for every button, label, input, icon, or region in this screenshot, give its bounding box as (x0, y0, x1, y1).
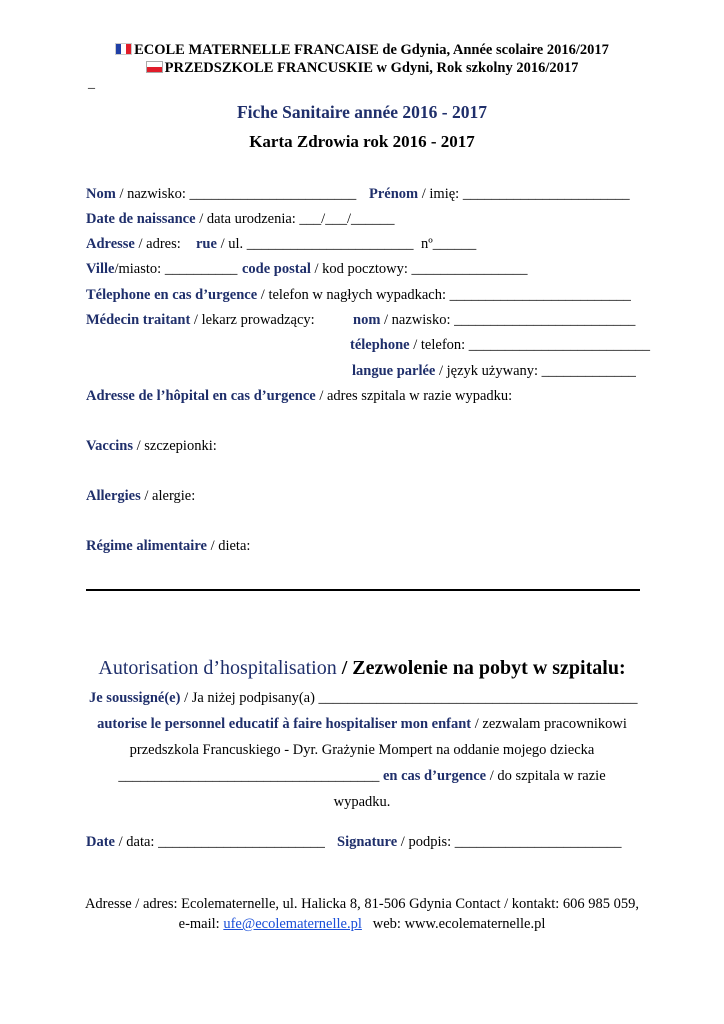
auth-urgence-pl: / do szpitala w razie (486, 768, 606, 784)
field-rue-label: rue (196, 236, 217, 252)
field-medecin-label: Médecin traitant (86, 312, 191, 328)
field-vaccins[interactable] (86, 438, 217, 455)
field-ville-label: Ville (86, 261, 115, 277)
field-rue[interactable] (196, 236, 414, 253)
field-dob-label: Date de naissance (86, 211, 196, 227)
title-pl: Karta Zdrowia rok 2016 - 2017 (249, 132, 475, 151)
field-nom-line: / nazwisko: _______________________ (115, 186, 357, 202)
auth-urgence-fr: en cas d’urgence (382, 768, 487, 784)
footer-web: web: www.ecolematernelle.pl (372, 916, 546, 932)
field-med-nom-line: / nazwisko: _________________________ (380, 312, 636, 328)
auth-aut-fr: autorise le personnel educatif à faire hospitaliser mon enfant (97, 716, 472, 732)
field-medecin (86, 312, 315, 329)
header-school-pl: PRZEDSZKOLE FRANCUSKIE w Gdyni, Rok szkolny 2016/2017 (164, 60, 579, 76)
field-cp-label: code postal (242, 261, 311, 277)
field-diet-label: Régime alimentaire (86, 538, 207, 554)
auth-blank: ____________________________________ (118, 768, 380, 784)
footer-email-prefix: e-mail: (178, 916, 224, 932)
auth-date-label: Date (86, 834, 115, 850)
field-date-naissance[interactable] (86, 211, 395, 228)
section-divider (86, 589, 640, 591)
field-allerg-pl: / alergie: (140, 488, 196, 504)
field-numero[interactable]: nº______ (421, 236, 477, 252)
field-cp-line: / kod pocztowy: ________________ (310, 261, 528, 277)
field-nom[interactable] (86, 186, 356, 203)
auth-line-5: wypadku. (333, 794, 391, 810)
field-prenom-label: Prénom (369, 186, 419, 202)
field-nom-label: Nom (86, 186, 116, 202)
field-code-postal[interactable] (242, 261, 528, 278)
field-hopital[interactable] (86, 388, 512, 405)
header-school-fr: ECOLE MATERNELLE FRANCAISE de Gdynia, Année scolaire 2016/2017 (134, 42, 609, 58)
flag-poland-icon (146, 61, 163, 73)
field-dob-line: / data urodzenia: ___/___/______ (195, 211, 395, 227)
field-adresse-pl: / adres: (134, 236, 181, 252)
footer-email-link[interactable]: ufe@ecolematernelle.pl (223, 916, 362, 932)
field-rue-line: / ul. _______________________ (216, 236, 414, 252)
field-med-tel-label: télephone (350, 337, 410, 353)
auth-line-3: przedszkola Francuskiego - Dyr. Grażynie Mompert na oddanie mojego dziecka (129, 742, 595, 758)
field-adresse (86, 236, 181, 253)
auth-aut-pl: / zezwalam pracownikowi (471, 716, 627, 732)
field-medecin-nom[interactable] (353, 312, 635, 329)
header-dash: _ (88, 76, 95, 91)
field-diet-pl: / dieta: (206, 538, 251, 554)
footer-address: Adresse / adres: Ecolematernelle, ul. Halicka 8, 81-506 Gdynia Contact / kontakt: 606 985 059, (84, 896, 640, 912)
field-lang-line: / język używany: _____________ (435, 363, 636, 379)
field-lang-label: langue parlée (352, 363, 436, 379)
flag-france-icon (115, 43, 132, 55)
field-prenom[interactable] (369, 186, 630, 203)
header-line-2 (0, 60, 724, 77)
header-line-1 (0, 42, 724, 59)
auth-signature[interactable] (337, 834, 622, 851)
auth-sig-line: / podpis: _______________________ (397, 834, 622, 850)
field-hosp-label: Adresse de l’hôpital en cas d’urgence (86, 388, 316, 404)
field-ville-line: /miasto: __________ (114, 261, 238, 277)
auth-date[interactable] (86, 834, 325, 851)
authorization-title-fr: Autorisation d’hospitalisation (98, 657, 337, 679)
footer-contact (0, 916, 724, 933)
field-vacc-pl: / szczepionki: (133, 438, 217, 454)
auth-line-4[interactable] (0, 768, 724, 785)
auth-je-label: Je soussigné(e) (89, 690, 181, 706)
field-allergies[interactable] (86, 488, 195, 505)
field-vacc-label: Vaccins (86, 438, 133, 454)
field-med-tel-line: / telefon: _________________________ (409, 337, 651, 353)
field-regime[interactable] (86, 538, 250, 555)
field-ville[interactable] (86, 261, 237, 278)
title-fr: Fiche Sanitaire année 2016 - 2017 (236, 102, 487, 122)
field-med-nom-label: nom (353, 312, 381, 328)
field-prenom-line: / imię: _______________________ (418, 186, 630, 202)
field-telephone-urgence[interactable] (86, 287, 631, 304)
field-tel-urg-label: Télephone en cas d’urgence (86, 287, 258, 303)
field-medecin-pl: / lekarz prowadzący: (190, 312, 315, 328)
auth-date-line: / data: _______________________ (115, 834, 325, 850)
field-adresse-label: Adresse (86, 236, 135, 252)
field-langue-parlee[interactable] (352, 363, 636, 380)
authorization-title (0, 657, 724, 680)
field-tel-urg-line: / telefon w nagłych wypadkach: _________________________ (257, 287, 631, 303)
auth-je-line: / Ja niżej podpisany(a) ____________________________________________ (180, 690, 638, 706)
authorization-title-pl: / Zezwolenie na pobyt w szpitalu: (336, 657, 626, 679)
field-medecin-telephone[interactable] (350, 337, 650, 354)
auth-autorise (0, 716, 724, 733)
field-hosp-pl: / adres szpitala w razie wypadku: (315, 388, 513, 404)
auth-sig-label: Signature (337, 834, 398, 850)
field-allerg-label: Allergies (86, 488, 141, 504)
auth-soussigne[interactable] (89, 690, 638, 707)
